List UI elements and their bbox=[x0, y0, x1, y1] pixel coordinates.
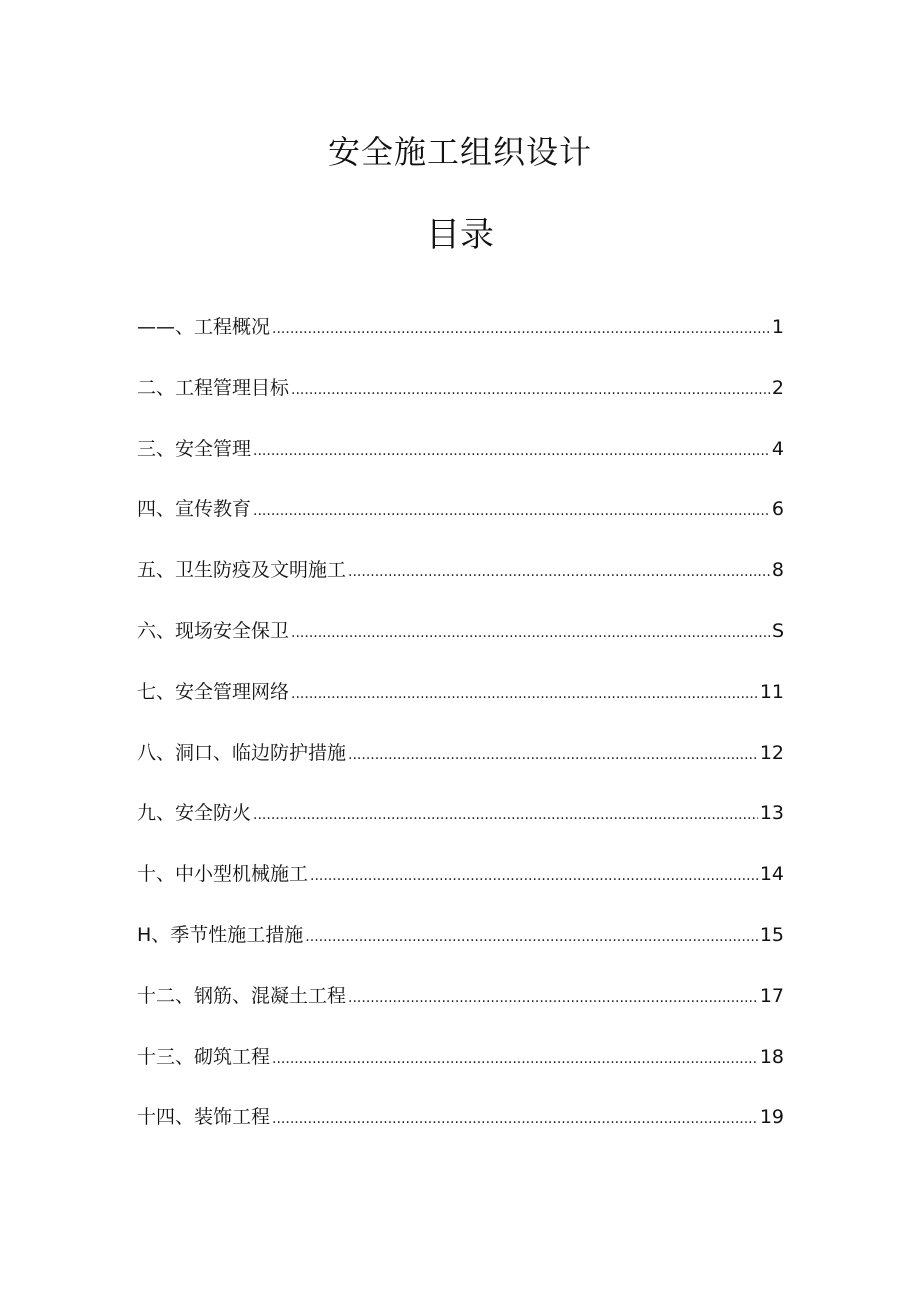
toc-entry[interactable] bbox=[137, 738, 784, 799]
toc-heading: 目录 bbox=[426, 215, 494, 255]
toc-entry-page: 8 bbox=[771, 559, 784, 582]
toc-dot-leader bbox=[291, 375, 770, 405]
toc-entry-page: 2 bbox=[771, 376, 784, 399]
toc-entry-page: S bbox=[771, 619, 784, 642]
document-title: 安全施工组织设计 bbox=[327, 133, 592, 171]
toc-entry-page: 12 bbox=[759, 741, 784, 764]
toc-entry-label: H、季节性施工措施 bbox=[137, 923, 304, 946]
toc-entry[interactable] bbox=[137, 1042, 784, 1103]
toc-entry-page: 17 bbox=[759, 984, 784, 1007]
toc-entry-label: ——、工程概况 bbox=[137, 316, 271, 338]
toc-entry-label: 十、中小型机械施工 bbox=[137, 863, 309, 886]
toc-entry-label: 九、安全防火 bbox=[137, 802, 252, 825]
toc-entry-label: 七、安全管理网络 bbox=[137, 680, 290, 703]
toc-entry-page: 15 bbox=[759, 923, 784, 946]
toc-entry[interactable] bbox=[137, 677, 784, 738]
toc-entry[interactable] bbox=[137, 981, 784, 1042]
toc-entry-page: 19 bbox=[759, 1106, 784, 1129]
toc-entry-page: 11 bbox=[759, 680, 784, 703]
toc-entry[interactable] bbox=[137, 312, 784, 373]
toc-dot-leader bbox=[348, 557, 770, 587]
toc-dot-leader bbox=[272, 1044, 758, 1074]
toc-dot-leader bbox=[348, 740, 758, 770]
toc-dot-leader bbox=[253, 800, 758, 830]
toc-entry[interactable] bbox=[137, 859, 784, 920]
toc-entry[interactable] bbox=[137, 555, 784, 616]
toc-entry[interactable] bbox=[137, 373, 784, 434]
toc-entry-label: 五、卫生防疫及文明施工 bbox=[137, 559, 347, 582]
toc-entry[interactable] bbox=[137, 798, 784, 859]
toc-entry[interactable] bbox=[137, 494, 784, 555]
toc-dot-leader bbox=[272, 1104, 758, 1134]
toc-entry-page: 4 bbox=[771, 437, 784, 460]
toc-entry-page: 13 bbox=[759, 802, 784, 825]
toc-entry-label: 十二、钢筋、混凝土工程 bbox=[137, 984, 347, 1007]
toc-entry-label: 六、现场安全保卫 bbox=[137, 619, 290, 642]
toc-dot-leader bbox=[253, 496, 770, 526]
toc-dot-leader bbox=[310, 861, 758, 891]
toc-entry-page: 14 bbox=[759, 863, 784, 886]
toc-entry[interactable] bbox=[137, 1102, 784, 1163]
toc-dot-leader bbox=[291, 679, 758, 709]
toc-entry-label: 八、洞口、临边防护措施 bbox=[137, 741, 347, 764]
toc-entry[interactable] bbox=[137, 920, 784, 981]
toc-dot-leader bbox=[272, 314, 770, 344]
toc-entry-label: 二、工程管理目标 bbox=[137, 376, 290, 399]
toc-dot-leader bbox=[305, 922, 758, 952]
toc-dot-leader bbox=[253, 436, 770, 466]
toc-entry[interactable] bbox=[137, 616, 784, 677]
toc-dot-leader bbox=[291, 618, 770, 648]
table-of-contents bbox=[137, 312, 784, 1163]
toc-entry-label: 三、安全管理 bbox=[137, 437, 252, 460]
toc-entry-page: 6 bbox=[771, 498, 784, 521]
toc-entry-label: 十三、砌筑工程 bbox=[137, 1045, 271, 1068]
toc-entry-label: 四、宣传教育 bbox=[137, 498, 252, 521]
toc-entry-page: 18 bbox=[759, 1045, 784, 1068]
toc-dot-leader bbox=[348, 983, 758, 1013]
toc-entry[interactable] bbox=[137, 434, 784, 495]
toc-entry-page: 1 bbox=[771, 316, 784, 338]
toc-entry-label: 十四、装饰工程 bbox=[137, 1106, 271, 1129]
